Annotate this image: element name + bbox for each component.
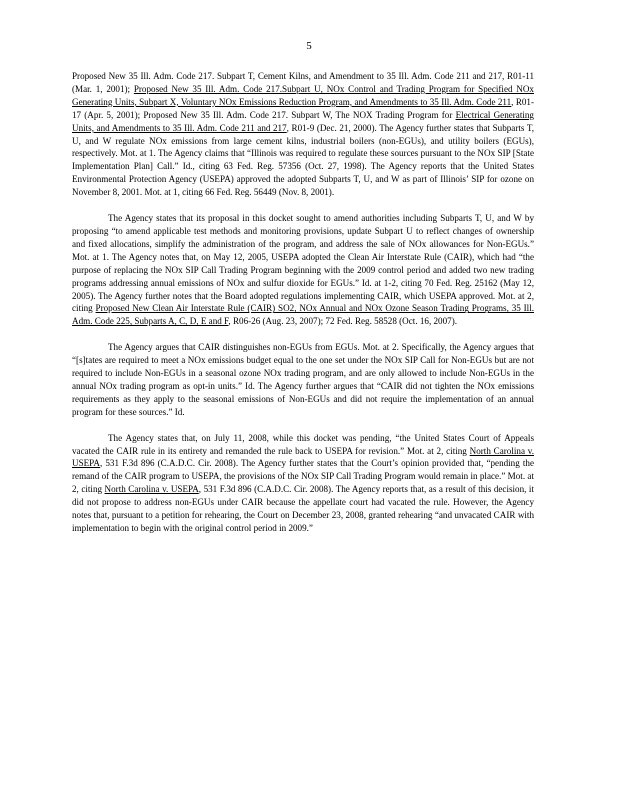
paragraph-1	[72, 70, 534, 199]
paragraph-2-segment: The Agency states that its proposal in this docket sought to amend authorities including Subparts T, U, and W by proposing “to amend applicable test methods and monitoring provisions, update Subpart U to reflect changes of ownership and fixed allocations, simplify the administration of the program, and address the sale of NOx allowances for Non-EGUs.” Mot. at 1. The Agency notes that, on May 12, 2005, USEPA adopted the Clean Air Interstate Rule (CAIR), which had “the purpose of replacing the NOx SIP Call Trading Program beginning with the 2009 control period and added two new trading programs addressing annual emissions of NOx and sulfur dioxide for EGUs.” Id. at 1-2, citing 70 Fed. Reg. 25162 (May 12, 2005). The Agency further notes that the Board adopted regulations implementing CAIR, which USEPA approved. Mot. at 2, citing	[72, 213, 534, 314]
paragraph-4-case-citation: North Carolina v. USEPA	[72, 445, 534, 469]
paragraph-4-case-citation: North Carolina v. USEPA	[104, 484, 199, 495]
page-number: 5	[306, 40, 312, 52]
paragraph-4-segment: The Agency states that, on July 11, 2008, while this docket was pending, “the United States Court of Appeals vacated the CAIR rule in its entirety and remanded the rule back to USEPA for revision.” Mot. at 2, citing	[72, 432, 534, 456]
paragraph-1-segment: , R01-17 (Apr. 5, 2001); Proposed New 35 Ill. Adm. Code 217. Subpart W, The NOX Trading Program for	[72, 96, 535, 120]
paragraph-1-segment: Proposed New 35 Ill. Adm. Code 217. Subpart T, Cement Kilns, and Amendment to 35 Ill. Adm. Code 211 and 217, R01-11 (Mar. 1, 2001);	[72, 71, 534, 94]
paragraph-2	[72, 212, 534, 328]
paragraph-3	[72, 341, 534, 418]
paragraph-4-segment: , 531 F.3d 896 (C.A.D.C. Cir. 2008). The Agency further states that the Court’s opinion provided that, “pending the remand of the CAIR program to USEPA, the provisions of the NOx SIP Call Trading Program would remain in place.” Mot. at 2, citing	[72, 458, 534, 495]
paragraph-1-citation: Proposed New 35 Ill. Adm. Code 217.Subpart U, NOx Control and Trading Program for Specified NOx Generating Units, Subpart X, Voluntary NOx Emissions Reduction Program, and Amendments to 35 Ill. Adm. Code 211	[72, 83, 534, 107]
paragraph-4	[72, 432, 534, 535]
paragraph-2-segment: , R06-26 (Aug. 23, 2007); 72 Fed. Reg. 58528 (Oct. 16, 2007).	[228, 316, 457, 327]
document-body	[72, 70, 534, 548]
paragraph-3-segment: The Agency argues that CAIR distinguishes non-EGUs from EGUs. Mot. at 2. Specifically, the Agency argues that “[s]tates are required to meet a NOx emissions budget equal to the one set under the NOx SIP Call for Non-EGUs but are not required to include Non-EGUs in a seasonal ozone NOx trading program, and are only allowed to include Non-EGUs in the annual NOx trading program as opt-in units.” Id. The Agency further argues that “CAIR did not tighten the NOx emissions requirements as they apply to the seasonal emissions of Non-EGUs and did not require the implementation of an annual program for these sources.” Id.	[72, 342, 534, 417]
paragraph-1-segment: , R01-9 (Dec. 21, 2000). The Agency further states that Subparts T, U, and W regulate NOx emissions from large cement kilns, industrial boilers (non-EGUs), and utility boilers (EGUs), respectively. Mot. at 1. The Agency claims that “Illinois was required to regulate these sources pursuant to the NOx SIP [State Implementation Plan] Call.” Id., citing 63 Fed. Reg. 57356 (Oct. 27, 1998). The Agency reports that the United States Environmental Protection Agency (USEPA) approved the adopted Subparts T, U, and W as part of Illinois’ SIP for ozone on November 8, 2001. Mot. at 1, citing 66 Fed. Reg. 56449 (Nov. 8, 2001).	[72, 122, 534, 198]
paragraph-1-citation: Electrical Generating Units, and Amendments to 35 Ill. Adm. Code 211 and 217	[72, 109, 534, 133]
paragraph-4-segment: , 531 F.3d 896 (C.A.D.C. Cir. 2008). The Agency reports that, as a result of this decision, it did not propose to address non-EGUs under CAIR because the appellate court had vacated the rule. However, the Agency notes that, pursuant to a petition for rehearing, the Court on December 23, 2008, granted rehearing “and unvacated CAIR with implementation to begin with the original control period in 2009.”	[72, 484, 534, 533]
paragraph-2-citation: Proposed New Clean Air Interstate Rule (CAIR) SO2, NOx Annual and NOx Ozone Season Trading Programs, 35 Ill. Adm. Code 225, Subparts A, C, D, E and F	[72, 303, 534, 327]
